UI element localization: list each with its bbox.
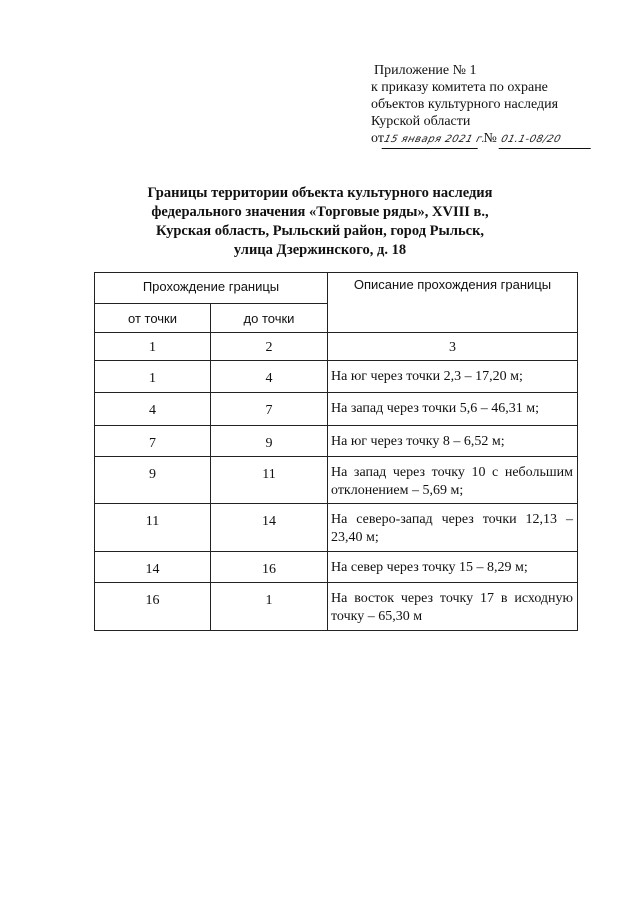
from-point-cell: 9 [95,457,211,504]
title-line-3: Курская область, Рыльский район, город Рыльск, [155,223,485,239]
to-point-cell: 7 [211,393,328,426]
description-cell: На юг через точку 8 – 6,52 м; [328,426,578,457]
header-to-point: до точки [211,304,328,333]
title-line-4: улица Дзержинского, д. 18 [233,242,407,258]
description-cell: На северо-запад через точки 12,13 – 23,40 м; [328,504,578,552]
to-point-cell: 14 [211,504,328,552]
table-row [95,426,578,457]
description-cell: На север через точку 15 – 8,29 м; [328,552,578,583]
document-title [100,184,540,260]
from-point-cell: 4 [95,393,211,426]
handwritten-date: 15 января 2021 г. [382,131,483,149]
annex-line-4: Курской области [371,114,471,129]
from-point-cell: 1 [95,361,211,393]
from-point-cell: 16 [95,583,211,631]
column-number-row [95,333,578,361]
description-cell: На запад через точку 10 с небольшим отклонением – 5,69 м; [328,457,578,504]
to-point-cell: 9 [211,426,328,457]
table-row [95,504,578,552]
column-number-1: 1 [95,333,211,361]
annex-date-number-line [371,130,593,149]
number-prefix: № [483,131,497,146]
annex-line-1: Приложение № 1 [374,63,477,78]
description-cell: На восток через точку 17 в исходную точку – 65,30 м [328,583,578,631]
title-line-2: федерального значения «Торговые ряды», XVIII в., [151,204,489,220]
to-point-cell: 1 [211,583,328,631]
column-number-2: 2 [211,333,328,361]
table-row [95,583,578,631]
from-point-cell: 14 [95,552,211,583]
description-cell: На запад через точки 5,6 – 46,31 м; [328,393,578,426]
handwritten-number: 01.1-08/20 [498,131,595,149]
annex-line-2: к приказу комитета по охране [371,80,548,95]
to-point-cell: 16 [211,552,328,583]
title-line-1: Границы территории объекта культурного наследия [147,185,493,201]
header-boundary-passage: Прохождение границы [95,273,328,304]
annex-header [371,62,593,149]
from-point-cell: 11 [95,504,211,552]
to-point-cell: 4 [211,361,328,393]
table-row [95,361,578,393]
description-cell: На юг через точки 2,3 – 17,20 м; [328,361,578,393]
annex-line-3: объектов культурного наследия [371,97,559,112]
from-prefix: от [371,131,384,146]
from-point-cell: 7 [95,426,211,457]
table-row [95,457,578,504]
column-number-3: 3 [328,333,578,361]
header-description: Описание прохождения границы [328,273,578,333]
to-point-cell: 11 [211,457,328,504]
table-row [95,393,578,426]
table-row [95,552,578,583]
boundary-table [94,272,578,631]
header-from-point: от точки [95,304,211,333]
